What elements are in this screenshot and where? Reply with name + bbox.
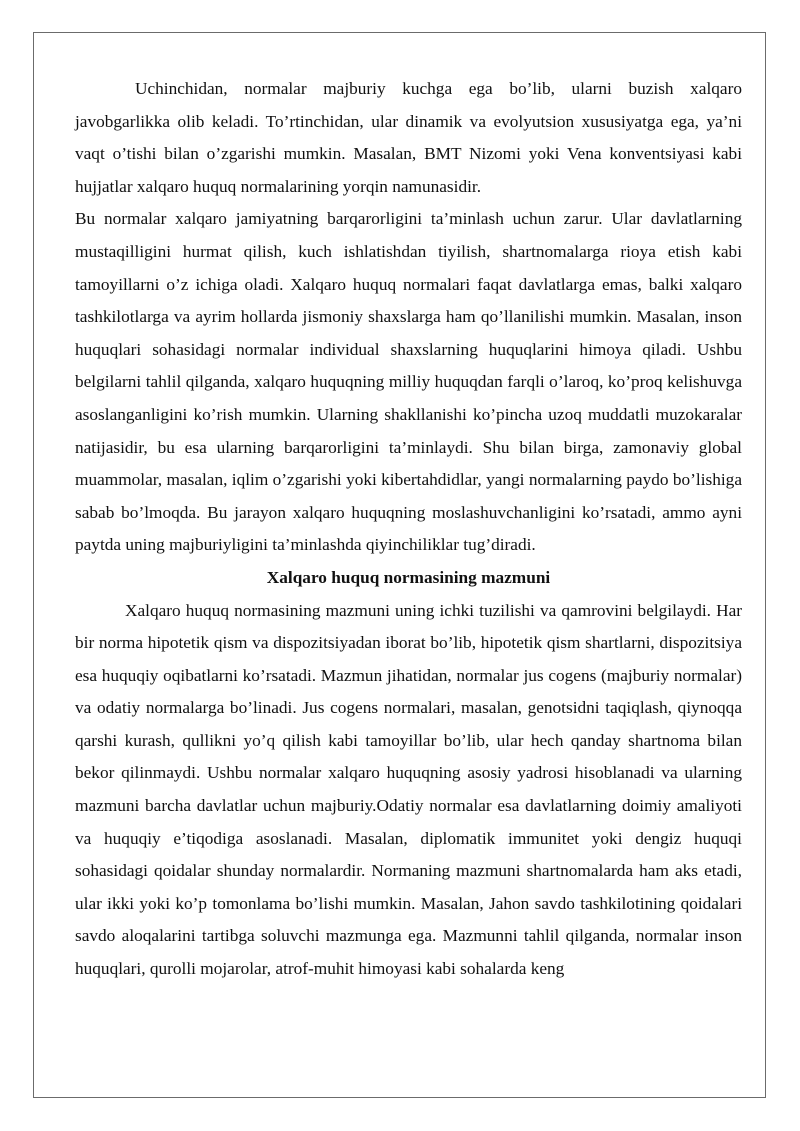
paragraph-3: Xalqaro huquq normasining mazmuni uning ichki tuzilishi va qamrovini belgilaydi. Har bir norma hipotetik qism va dispozitsiyadan iborat bo’lib, hipotetik qism shartlarni, dispozitsiya esa huquqiy oqibatlarni ko’rsatadi. Mazmun jihatidan, normalar jus cogens (majburiy normalar) va odatiy normalarga bo’linadi. Jus cogens normalari, masalan, genotsidni taqiqlash, qiynoqqa qarshi kurash, qullikni yo’q qilish kabi tamoyillar bo’lib, ular hech qanday shartnoma bilan bekor qilinmaydi. Ushbu normalar xalqaro huquqning asosiy yadrosi hisoblanadi va ularning mazmuni barcha davlatlar uchun majburiy.Odatiy normalar esa davlatlarning doimiy amaliyoti va huquqiy e’tiqodiga asoslanadi. Masalan, diplomatik immunitet yoki dengiz huquqi sohasidagi qoidalar shunday normalardir. Normaning mazmuni shartnomalarda ham aks etadi, ular ikki yoki ko’p tomonlama bo’lishi mumkin. Masalan, Jahon savdo tashkilotining qoidalari savdo aloqalarini tartibga soluvchi mazmunga ega. Mazmunni tahlil qilganda, normalar inson huquqlari, qurolli mojarolar, atrof-muhit himoyasi kabi sohalarda keng [75,600,742,979]
paragraph-1: Uchinchidan, normalar majburiy kuchga ega bo’lib, ularni buzish xalqaro javobgarlikka olib keladi. To’rtinchidan, ular dinamik va evolyutsion xususiyatga ega, ya’ni vaqt o’tishi bilan o’zgarishi mumkin. Masalan, BMT Nizomi yoki Vena konventsiyasi kabi hujjatlar xalqaro huquq normalarining yorqin namunasidir. [75,79,742,196]
section-heading: Xalqaro huquq normasining mazmuni [266,567,551,587]
document-body [75,73,742,986]
paragraph-2: Bu normalar xalqaro jamiyatning barqarorligini ta’minlash uchun zarur. Ular davlatlarning mustaqilligini hurmat qilish, kuch ishlatishdan tiyilish, shartnomalarga rioya etish kabi tamoyillarni o’z ichiga oladi. Xalqaro huquq normalari faqat davlatlarga emas, balki xalqaro tashkilotlarga va ayrim hollarda jismoniy shaxslarga ham qo’llanilishi mumkin. Masalan, inson huquqlari sohasidagi normalar individual shaxslarning huquqlarini himoya qiladi. Ushbu belgilarni tahlil qilganda, xalqaro huquqning milliy huquqdan farqli o’laroq, ko’proq kelishuvga asoslanganligini ko’rish mumkin. Ularning shakllanishi ko’pincha uzoq muddatli muzokaralar natijasidir, bu esa ularning barqarorligini ta’minlaydi. Shu bilan birga, zamonaviy global muammolar, masalan, iqlim o’zgarishi yoki kibertahdidlar, yangi normalarning paydo bo’lishiga sabab bo’lmoqda. Bu jarayon xalqaro huquqning moslashuvchanligini ko’rsatadi, ammo ayni paytda uning majburiyligini ta’minlashda qiyinchiliklar tug’diradi. [75,209,742,555]
